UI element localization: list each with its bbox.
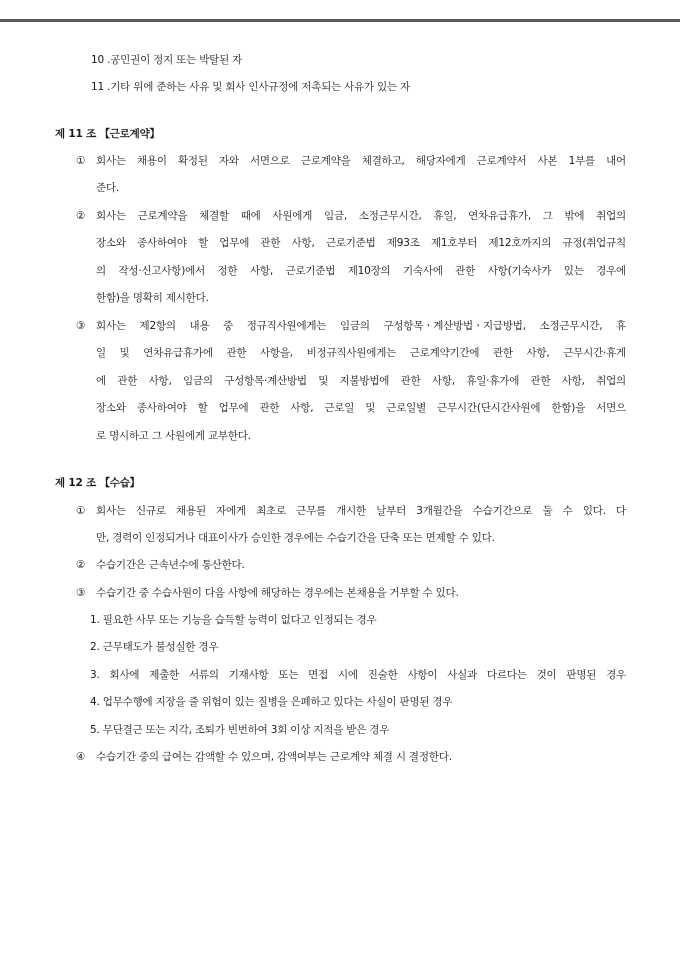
paragraph-marker: ① bbox=[76, 155, 86, 167]
paragraph-line: 장소와 종사하여야 할 업무에 관한 사항, 근로기준법 제93조 제1호부터 제12호까지의 규정(취업규칙 bbox=[96, 237, 626, 249]
list-item: 10 .공민권이 정지 또는 박탈된 자 bbox=[91, 54, 243, 66]
paragraph-line: 회사는 채용이 확정된 자와 서면으로 근로계약을 체결하고, 해당자에게 근로계약서 사본 1부를 내어 bbox=[96, 155, 626, 167]
list-item: 2. 근무태도가 불성실한 경우 bbox=[90, 641, 219, 653]
list-item: 3. 회사에 제출한 서류의 기재사항 또는 면접 시에 진술한 사항이 사실과 다르다는 것이 판명된 경우 bbox=[90, 669, 626, 681]
paragraph-line: 만, 경력이 인정되거나 대표이사가 승인한 경우에는 수습기간을 단축 또는 면제할 수 있다. bbox=[96, 532, 495, 544]
paragraph-line: 회사는 근로계약을 체결할 때에 사원에게 임금, 소정근무시간, 휴일, 연차유급휴가, 그 밖에 취업의 bbox=[96, 210, 626, 222]
paragraph-line: 수습기간은 근속년수에 통산한다. bbox=[96, 559, 245, 571]
paragraph-marker: ③ bbox=[76, 320, 86, 332]
header-rule bbox=[0, 19, 680, 22]
list-item: 1. 필요한 사무 또는 기능을 습득할 능력이 없다고 인정되는 경우 bbox=[90, 614, 377, 626]
article-12-title: 제 12 조 【수습】 bbox=[55, 477, 140, 489]
paragraph-line: 장소와 종사하여야 할 업무에 관한 사항, 근로일 및 근로일별 근무시간(단시간사원에 한함)을 서면으 bbox=[96, 402, 626, 414]
paragraph-line: 준다. bbox=[96, 182, 120, 194]
paragraph-line: 수습기간 중의 급여는 감액할 수 있으며, 감액여부는 근로계약 체결 시 결정한다. bbox=[96, 751, 452, 763]
paragraph-line: 에 관한 사항, 임금의 구성항목·계산방법 및 지불방법에 관한 사항, 휴일·휴가에 관한 사항, 취업의 bbox=[96, 375, 626, 387]
paragraph-marker: ③ bbox=[76, 587, 86, 599]
paragraph-line: 의 작성·신고사항)에서 정한 사항, 근로기준법 제10장의 기숙사에 관한 사항(기숙사가 있는 경우에 bbox=[96, 265, 626, 277]
paragraph-marker: ② bbox=[76, 559, 86, 571]
paragraph-line: 일 및 연차유급휴가에 관한 사항을, 비정규직사원에게는 근로계약기간에 관한 사항, 근무시간·휴게 bbox=[96, 347, 626, 359]
paragraph-line: 회사는 신규로 채용된 자에게 최초로 근무를 개시한 날부터 3개월간을 수습기간으로 둘 수 있다. 다 bbox=[96, 505, 626, 517]
list-item: 4. 업무수행에 지장을 줄 위험이 있는 질병을 은폐하고 있다는 사실이 판명된 경우 bbox=[90, 696, 453, 708]
article-11-title: 제 11 조 【근로계약】 bbox=[55, 128, 160, 140]
list-item: 11 .기타 위에 준하는 사유 및 회사 인사규정에 저촉되는 사유가 있는 자 bbox=[91, 81, 411, 93]
paragraph-marker: ④ bbox=[76, 751, 86, 763]
paragraph-line: 수습기간 중 수습사원이 다음 사항에 해당하는 경우에는 본채용을 거부할 수 있다. bbox=[96, 587, 459, 599]
paragraph-line: 한함)을 명확히 제시한다. bbox=[96, 292, 209, 304]
paragraph-line: 로 명시하고 그 사원에게 교부한다. bbox=[96, 430, 251, 442]
paragraph-line: 회사는 제2항의 내용 중 정규직사원에게는 임금의 구성항목ㆍ계산방법ㆍ지급방법, 소정근무시간, 휴 bbox=[96, 320, 626, 332]
list-item: 5. 무단결근 또는 지각, 조퇴가 빈번하여 3회 이상 지적을 받은 경우 bbox=[90, 724, 390, 736]
paragraph-marker: ① bbox=[76, 505, 86, 517]
paragraph-marker: ② bbox=[76, 210, 86, 222]
